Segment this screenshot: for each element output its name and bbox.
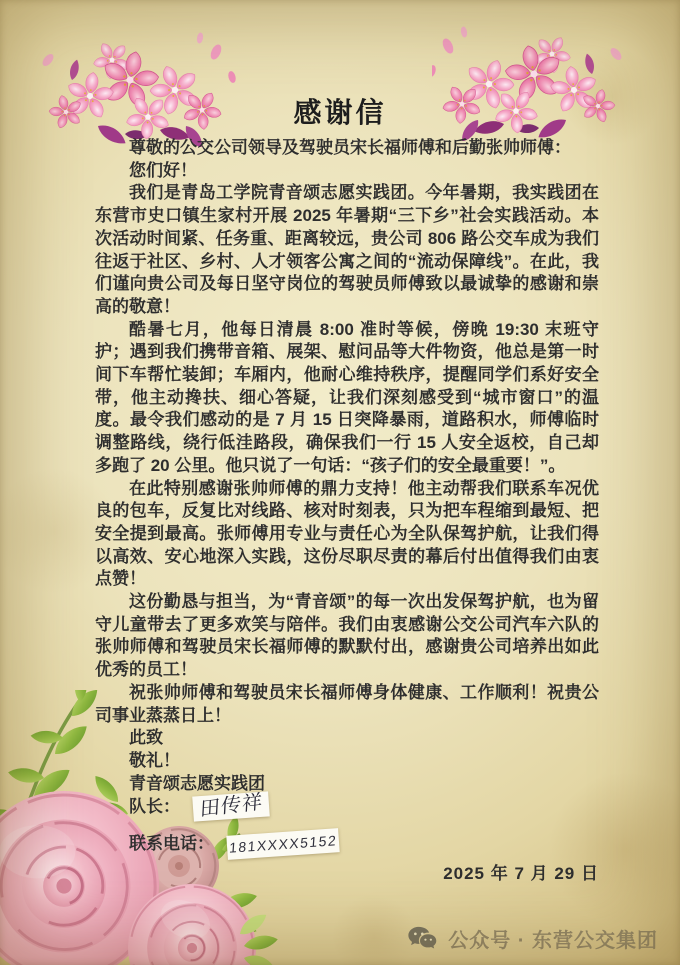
page-title: 感谢信	[293, 97, 387, 128]
phone-label: 联系电话：	[129, 834, 214, 854]
closing-cizhi: 此致	[129, 728, 163, 748]
leader-signature-row	[95, 791, 599, 822]
letter-paragraph: 酷暑七月，他每日清晨 8:00 准时等候，傍晚 19:30 末班守护；遇到我们携带音箱、展架、慰问品等大件物资，他总是第一时间下车帮忙装卸；车厢内，他耐心维持秩序，提醒同学们系好安全带，他主动搀扶、细心答疑，让我们深刻感受到“城市窗口”的温度。最令我们感动的是 7 月 15 日突降暴雨，道路积水，师傅临时调整路线，绕行低洼路段，确保我们一行 15 人安全返校，自己却多跑了 20 公里。他只说了一句话：“孩子们的安全最重要！”。	[95, 319, 599, 475]
footer-official-account	[408, 924, 658, 953]
phone-row	[95, 831, 599, 857]
official-account-text: 公众号 · 东营公交集团	[448, 930, 658, 952]
signature-paper-slip	[192, 792, 270, 822]
letter-date: 2025 年 7 月 29 日	[443, 864, 599, 884]
leader-handwritten-signature: 田传祥	[198, 791, 264, 822]
salutation: 尊敬的公交公司领导及驾驶员宋长福师傅和后勤张帅师傅：	[129, 138, 571, 157]
pink-blossoms-top-left-decoration	[20, 22, 245, 147]
greeting: 您们好！	[129, 160, 197, 180]
closing-jingli: 敬礼！	[129, 750, 180, 770]
team-name: 青音颂志愿实践团	[129, 773, 265, 793]
letter-body	[95, 137, 599, 886]
phone-paper-slip	[226, 829, 339, 861]
leader-label: 队长：	[129, 796, 180, 816]
letter-paragraph: 祝张帅师傅和驾驶员宋长福师傅身体健康、工作顺利！祝贵公司事业蒸蒸日上！	[95, 682, 599, 725]
letter-paragraph: 我们是青岛工学院青音颂志愿实践团。今年暑期，我实践团在东营市史口镇生家村开展 2025 年暑期“三下乡”社会实践活动。本次活动时间紧、任务重、距离较远，贵公司 806 路公交车成为我们往返于社区、乡村、人才领客公寓之间的“流动保障线”。在此，我们谨向贵公司及每日坚守岗位的驾驶员师傅致以最诚挚的感谢和崇高的敬意！	[95, 183, 599, 316]
handwritten-phone-number: 181XXXX5152	[228, 832, 338, 856]
letter-paragraph: 在此特别感谢张帅师傅的鼎力支持！他主动帮我们联系车况优良的包车，反复比对线路、核对时刻表，只为把车程缩到最短、把安全提到最高。张师傅用专业与责任心为全队保驾护航，让我们得以高效、安心地深入实践，这份尽职尽责的幕后付出值得我们由衷点赞！	[95, 478, 599, 589]
wechat-icon	[408, 926, 439, 951]
letter-paragraph: 这份勤恳与担当，为“青音颂”的每一次出发保驾护航，也为留守儿童带去了更多欢笑与陪伴。我们由衷感谢公交公司汽车六队的张帅师傅和驾驶员宋长福师傅的默默付出，感谢贵公司培养出如此优秀的员工！	[95, 592, 599, 680]
